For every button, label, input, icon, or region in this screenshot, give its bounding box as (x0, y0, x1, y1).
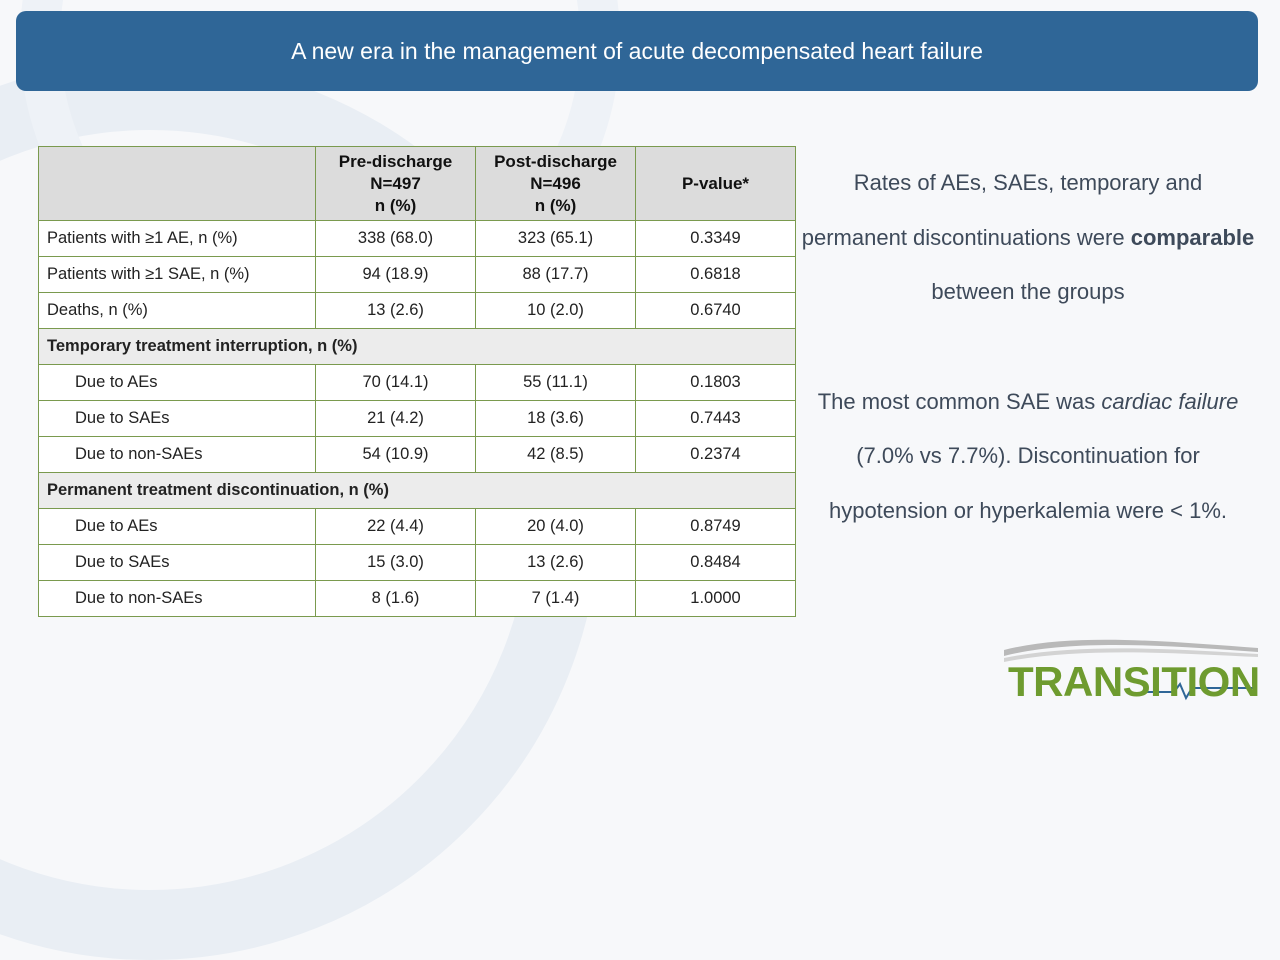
pre-discharge-value: 338 (68.0) (316, 221, 476, 257)
post-discharge-value: 10 (2.0) (476, 293, 636, 329)
row-label: Patients with ≥1 SAE, n (%) (39, 257, 316, 293)
summary-text-segment: Rates of AEs, SAEs, temporary and permanent discontinuations were (801, 170, 1203, 250)
header-pre-discharge (316, 147, 476, 221)
header-line: N=497 (370, 173, 421, 193)
post-discharge-value: 18 (3.6) (476, 401, 636, 437)
summary-text-segment: The most common SAE was (817, 388, 1096, 414)
pre-discharge-value: 70 (14.1) (316, 365, 476, 401)
pre-discharge-value: 8 (1.6) (316, 581, 476, 617)
pre-discharge-value: 54 (10.9) (316, 437, 476, 473)
section-title: Temporary treatment interruption, n (%) (39, 329, 796, 365)
pre-discharge-value: 13 (2.6) (316, 293, 476, 329)
post-discharge-value: 323 (65.1) (476, 221, 636, 257)
header-line: n (%) (534, 195, 577, 215)
table-row (39, 257, 796, 293)
header-post-discharge (476, 147, 636, 221)
summary-text (800, 156, 1256, 538)
header-line: n (%) (374, 195, 417, 215)
pre-discharge-value: 94 (18.9) (316, 257, 476, 293)
p-value: 0.3349 (636, 221, 796, 257)
p-value: 0.6818 (636, 257, 796, 293)
post-discharge-value: 55 (11.1) (476, 365, 636, 401)
row-label: Patients with ≥1 AE, n (%) (39, 221, 316, 257)
p-value: 0.2374 (636, 437, 796, 473)
post-discharge-value: 88 (17.7) (476, 257, 636, 293)
pre-discharge-value: 21 (4.2) (316, 401, 476, 437)
slide-title: A new era in the management of acute decompensated heart failure (291, 37, 983, 64)
logo-text: TRANSITION (1008, 658, 1260, 705)
row-label: Deaths, n (%) (39, 293, 316, 329)
table-header-row (39, 147, 796, 221)
table-row (39, 581, 796, 617)
post-discharge-value: 13 (2.6) (476, 545, 636, 581)
p-value: 0.1803 (636, 365, 796, 401)
p-value: 1.0000 (636, 581, 796, 617)
header-p-value (636, 147, 796, 221)
summary-text-segment: between the groups (931, 279, 1125, 304)
header-cell-empty (39, 147, 316, 221)
summary-paragraph-2 (800, 375, 1256, 539)
pre-discharge-value: 15 (3.0) (316, 545, 476, 581)
row-label: Due to AEs (39, 365, 316, 401)
summary-paragraph-1 (800, 156, 1256, 320)
table-row (39, 293, 796, 329)
table-row (39, 401, 796, 437)
p-value: 0.6740 (636, 293, 796, 329)
row-label: Due to non-SAEs (39, 581, 316, 617)
table-row (39, 509, 796, 545)
table-row (39, 221, 796, 257)
pre-discharge-value: 22 (4.4) (316, 509, 476, 545)
row-label: Due to SAEs (39, 545, 316, 581)
table-row (39, 437, 796, 473)
section-header-row (39, 329, 796, 365)
p-value: 0.8484 (636, 545, 796, 581)
summary-text-segment: (7.0% vs 7.7%). Discontinuation for hypotension or hyperkalemia were < 1%. (828, 443, 1228, 523)
header-line: P-value* (681, 173, 750, 193)
post-discharge-value: 42 (8.5) (476, 437, 636, 473)
row-label: Due to non-SAEs (39, 437, 316, 473)
row-label: Due to AEs (39, 509, 316, 545)
header-line: Pre-discharge (338, 151, 453, 171)
table-row (39, 545, 796, 581)
section-title: Permanent treatment discontinuation, n (%) (39, 473, 796, 509)
header-line: N=496 (530, 173, 581, 193)
title-bar (16, 11, 1258, 91)
post-discharge-value: 7 (1.4) (476, 581, 636, 617)
section-header-row (39, 473, 796, 509)
header-line: Post-discharge (494, 151, 617, 171)
summary-emphasis: comparable (1130, 224, 1255, 250)
p-value: 0.8749 (636, 509, 796, 545)
transition-logo (1004, 634, 1258, 708)
post-discharge-value: 20 (4.0) (476, 509, 636, 545)
table-row (39, 365, 796, 401)
adverse-events-table (38, 146, 796, 617)
p-value: 0.7443 (636, 401, 796, 437)
row-label: Due to SAEs (39, 401, 316, 437)
summary-italic: cardiac failure (1101, 388, 1239, 414)
